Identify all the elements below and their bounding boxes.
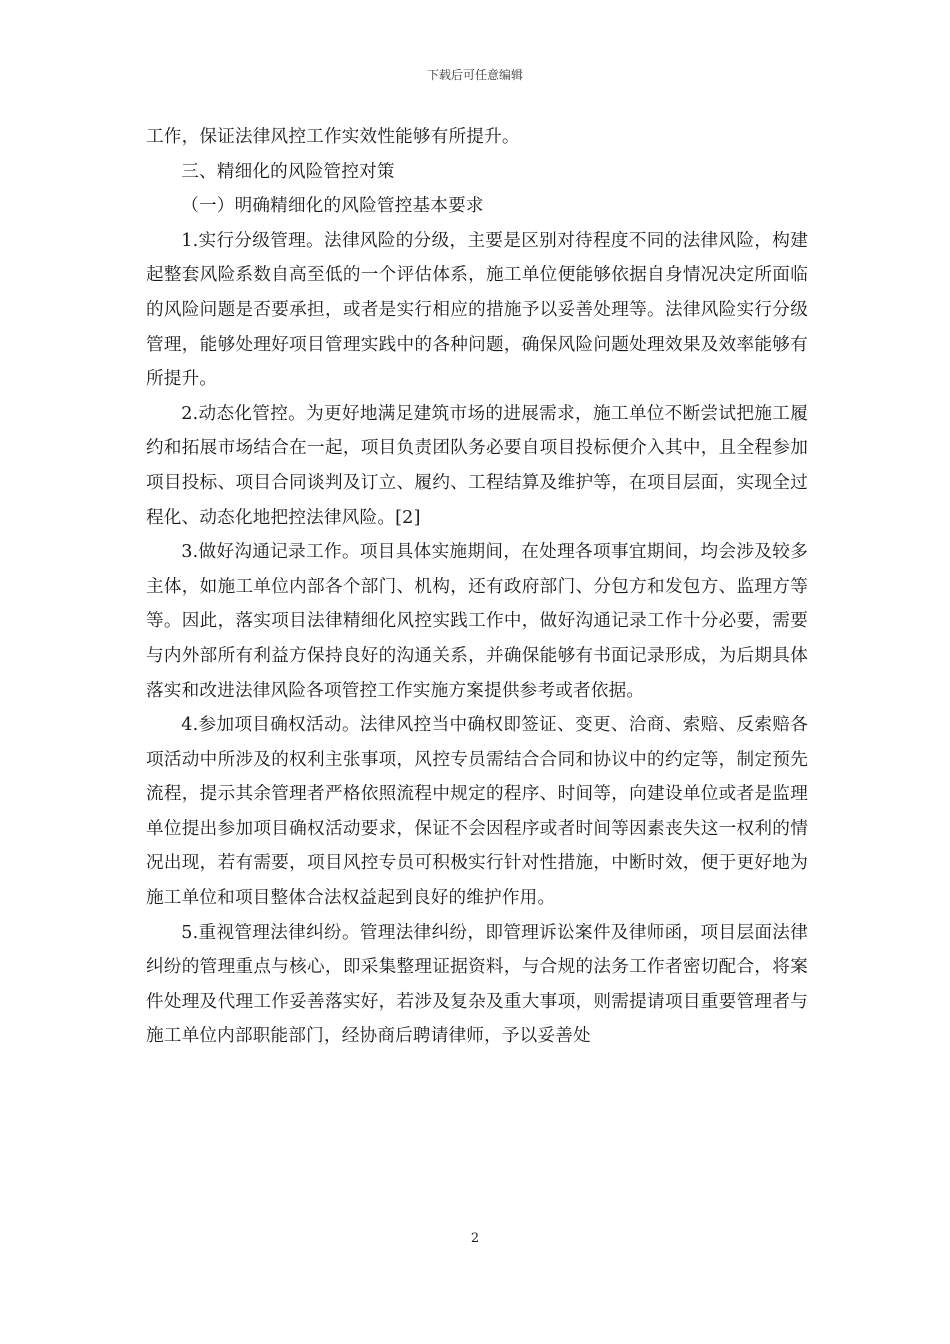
paragraph-rights-confirmation: 4.参加项目确权活动。法律风控当中确权即签证、变更、洽商、索赔、反索赔各项活动中所涉及的权利主张事项，风控专员需结合合同和协议中的约定等，制定预先流程，提示其余管理者严格依照流程中规定的程序、时间等，向建设单位或者是监理单位提出参加项目确权活动要求，保证不会因程序或者时间等因素丧失这一权利的情况出现，若有需要，项目风控专员可积极实行针对性措施，中断时效，便于更好地为施工单位和项目整体合法权益起到良好的维护作用。 (146, 715, 808, 909)
paragraph-graded-management: 1.实行分级管理。法律风险的分级，主要是区别对待程度不同的法律风险，构建起整套风险系数自高至低的一个评估体系，施工单位便能够依据自身情况决定所面临的风险问题是否要承担，或者是实行相应的措施予以妥善处理等。法律风险实行分级管理，能够处理好项目管理实践中的各种问题，确保风险问题处理效果及效率能够有所提升。 (146, 230, 808, 390)
subsection-heading: （一）明确精细化的风险管控基本要求 (181, 196, 484, 217)
paragraph-dynamic-control: 2.动态化管控。为更好地满足建筑市场的进展需求，施工单位不断尝试把施工履约和拓展市场结合在一起，项目负责团队务必要自项目投标便介入其中，且全程参加项目投标、项目合同谈判及订立、履约、工程结算及维护等，在项目层面，实现全过程化、动态化地把控法律风险。[2] (146, 403, 808, 528)
paragraph-communication-records: 3.做好沟通记录工作。项目具体实施期间，在处理各项事宜期间，均会涉及较多主体，如施工单位内部各个部门、机构，还有政府部门、分包方和发包方、监理方等等。因此，落实项目法律精细化风控实践工作中，做好沟通记录工作十分必要，需要与内外部所有利益方保持良好的沟通关系，并确保能够有书面记录形成，为后期具体落实和改进法律风险各项管控工作实施方案提供参考或者依据。 (146, 542, 808, 701)
paragraph-legal-disputes: 5.重视管理法律纠纷。管理法律纠纷，即管理诉讼案件及律师函，项目层面法律纠纷的管理重点与核心，即采集整理证据资料，与合规的法务工作者密切配合，将案件处理及代理工作妥善落实好，若涉及复杂及重大事项，则需提请项目重要管理者与施工单位内部职能部门，经协商后聘请律师，予以妥善处 (146, 922, 808, 1047)
document-body (146, 120, 808, 1054)
page-number: 2 (470, 1231, 480, 1246)
section-heading: 三、精细化的风险管控对策 (181, 161, 395, 182)
page-header: 下载后可任意编辑 (426, 68, 523, 82)
paragraph-continuation: 工作，保证法律风控工作实效性能够有所提升。 (146, 127, 520, 147)
